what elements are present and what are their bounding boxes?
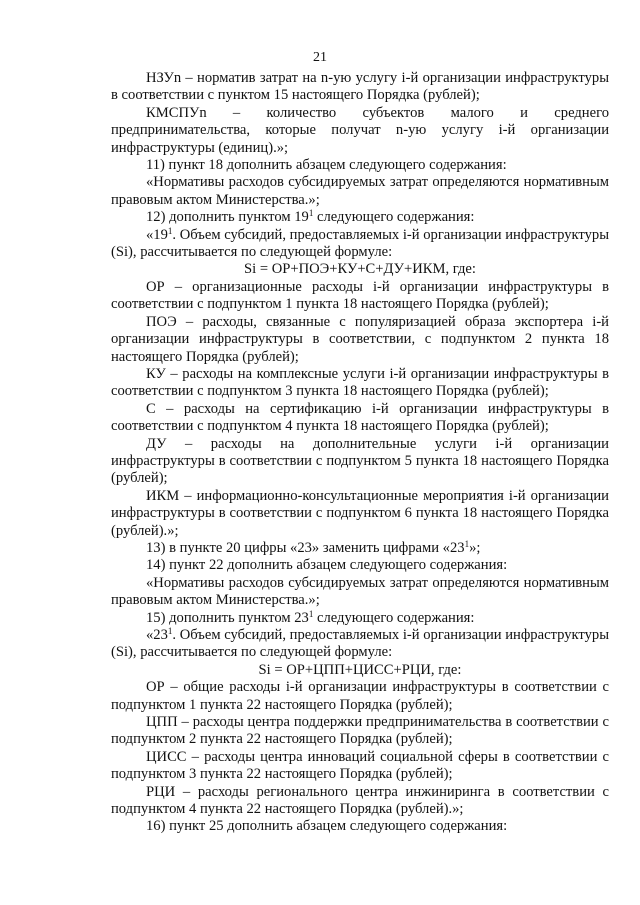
paragraph: КУ – расходы на комплексные услуги i-й организации инфраструктуры в соответствии с подпунктом 3 пункта 18 настоящего Порядка (рублей); (111, 365, 609, 400)
paragraph: НЗУn – норматив затрат на n-ую услугу i-й организации инфраструктуры в соответствии с пунктом 15 настоящего Порядка (рублей); (111, 70, 609, 104)
paragraph: «$19^1$. Объем субсидий, предоставляемых i-й организации инфраструктуры (Si), рассчитывается по следующей формуле: (111, 225, 609, 261)
document-body (111, 70, 609, 836)
paragraph: ИКМ – информационно-консультационные мероприятия i-й организации инфраструктуры в соответствии с подпунктом 6 пункта 18 настоящего Порядка (рублей).»; (111, 487, 609, 539)
paragraph: 14) пункт 22 дополнить абзацем следующего содержания: (146, 557, 508, 574)
paragraph: 12) дополнить пунктом $19^1$ следующего содержания: (146, 208, 475, 226)
paragraph: 13) в пункте 20 цифры «23» заменить цифрами «$23^1$»; (146, 538, 481, 556)
paragraph: С – расходы на сертификацию i-й организации инфраструктуры в соответствии с подпунктом 4 пункта 18 настоящего Порядка (рублей); (111, 400, 609, 435)
paragraph: ЦИСС – расходы центра инноваций социальной сферы в соответствии с подпунктом 3 пункта 22 настоящего Порядка (рублей); (111, 748, 609, 783)
paragraph: ПОЭ – расходы, связанные с популяризацией образа экспортера i-й организации инфраструктуры в соответствии, с подпунктом 2 пункта 18 настоящего Порядка (рублей); (111, 313, 609, 365)
paragraph: 15) дополнить пунктом $23^1$ следующего содержания: (146, 608, 475, 626)
paragraph: «$23^1$. Объем субсидий, предоставляемых i-й организации инфраструктуры (Si), рассчитывается по следующей формуле: (111, 626, 609, 661)
paragraph: 16) пункт 25 дополнить абзацем следующего содержания: (146, 818, 508, 835)
paragraph: КМСПУn – количество субъектов малого и среднего предпринимательства, которые получат n-ую услугу i-й организации инфраструктуры (единиц).»; (111, 104, 609, 156)
paragraph: Si = ОР+ЦПП+ЦИСС+РЦИ, где: (258, 661, 462, 678)
paragraph: ОР – общие расходы i-й организации инфраструктуры в соответствии с подпунктом 1 пункта 22 настоящего Порядка (рублей); (111, 679, 609, 713)
paragraph: ЦПП – расходы центра поддержки предпринимательства в соответствии с подпунктом 2 пункта 22 настоящего Порядка (рублей); (111, 714, 609, 748)
paragraph: ДУ – расходы на дополнительные услуги i-й организации инфраструктуры в соответствии с подпунктом 5 пункта 18 настоящего Порядка (рублей); (111, 435, 609, 487)
paragraph: 11) пункт 18 дополнить абзацем следующего содержания: (146, 157, 507, 174)
paragraph: Si = ОР+ПОЭ+КУ+С+ДУ+ИКМ, где: (244, 261, 476, 278)
paragraph: ОР – организационные расходы i-й организации инфраструктуры в соответствии с подпунктом 1 пункта 18 настоящего Порядка (рублей); (111, 278, 609, 313)
paragraph: «Нормативы расходов субсидируемых затрат определяются нормативным правовым актом Министерства.»; (111, 574, 609, 609)
page-number: 21 (313, 50, 327, 65)
paragraph: «Нормативы расходов субсидируемых затрат определяются нормативным правовым актом Министерства.»; (111, 174, 609, 208)
paragraph: РЦИ – расходы регионального центра инжиниринга в соответствии с подпунктом 4 пункта 22 настоящего Порядка (рублей).»; (111, 783, 609, 818)
